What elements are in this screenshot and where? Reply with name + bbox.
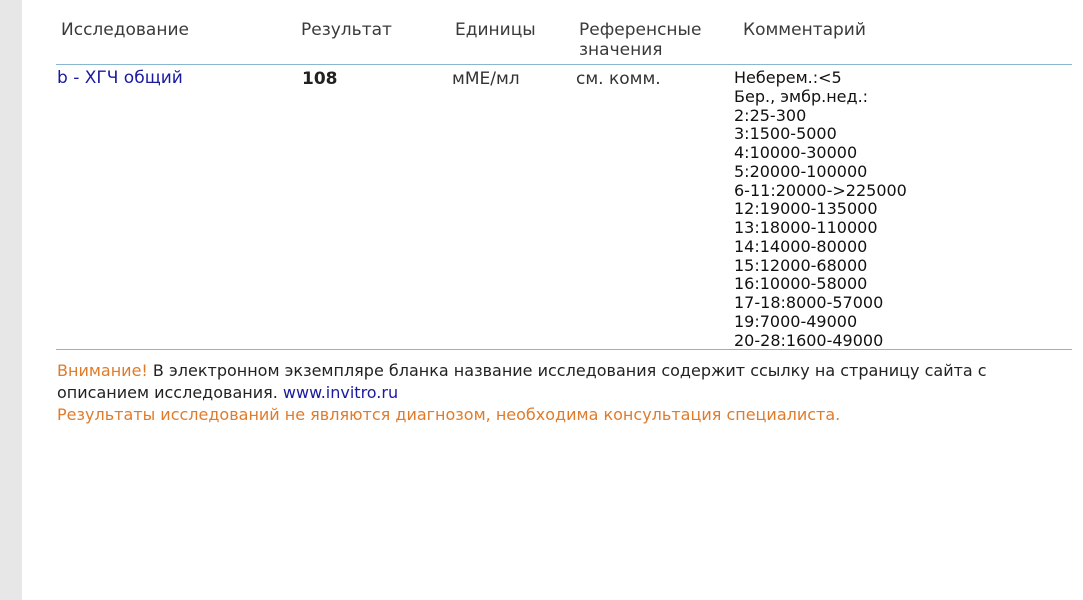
header-units: Единицы	[455, 20, 536, 40]
left-scroll-rail	[0, 0, 22, 600]
site-link[interactable]: www.invitro.ru	[282, 383, 399, 402]
comment-line: 15:12000-68000	[734, 255, 868, 275]
row-divider	[56, 349, 1072, 350]
header-divider	[56, 64, 1072, 65]
comment-line: 6-11:20000->225000	[734, 180, 907, 200]
warning-label: Внимание!	[57, 361, 148, 380]
header-result: Результат	[301, 20, 392, 40]
comment-line: Неберем.:<5	[734, 68, 842, 87]
table-header	[0, 20, 1083, 64]
comment-line: 3:1500-5000	[734, 124, 837, 144]
notice-text: В электронном экземпляре бланка название исследования содержит ссылку на страницу сайта с описанием исследования.	[57, 361, 987, 402]
test-name-link[interactable]: b - ХГЧ общий	[57, 68, 183, 88]
comment-line: 16:10000-58000	[734, 274, 868, 294]
comment-block	[734, 69, 907, 350]
comment-line: 4:10000-30000	[734, 143, 858, 162]
header-test: Исследование	[61, 20, 189, 40]
header-comment: Комментарий	[743, 20, 866, 40]
comment-line: 17-18:8000-57000	[734, 293, 884, 312]
header-reference	[579, 20, 701, 60]
header-reference-line1: Референсные	[579, 20, 702, 40]
disclaimer-text: Результаты исследований не являются диагнозом, необходима консультация специалиста.	[57, 405, 841, 424]
notice-block	[57, 360, 1077, 426]
comment-line: 5:20000-100000	[734, 161, 868, 181]
reference-value: см. комм.	[576, 69, 661, 89]
comment-line: 13:18000-110000	[734, 218, 878, 237]
comment-line: 20-28:1600-49000	[734, 330, 884, 350]
units-value: мМЕ/мл	[452, 69, 520, 89]
comment-line: 12:19000-135000	[734, 199, 878, 219]
header-reference-line2: значения	[579, 40, 663, 60]
result-value: 108	[302, 69, 338, 89]
comment-line: 19:7000-49000	[734, 311, 858, 331]
comment-line: 14:14000-80000	[734, 236, 868, 256]
comment-line: 2:25-300	[734, 105, 807, 125]
comment-line: Бер., эмбр.нед.:	[734, 86, 869, 106]
